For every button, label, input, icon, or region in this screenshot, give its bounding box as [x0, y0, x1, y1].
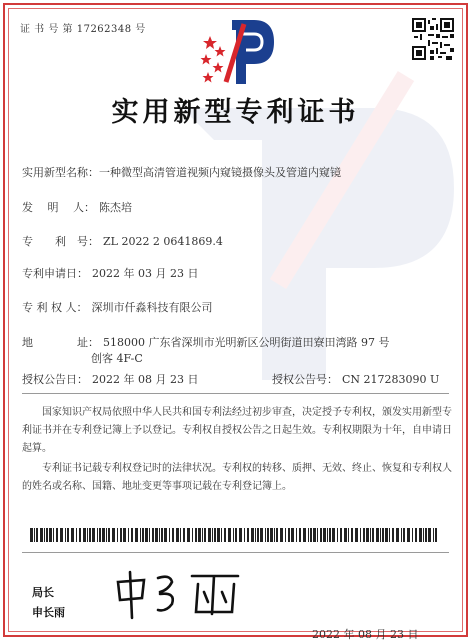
patentee-value: 深圳市仟淼科技有限公司	[91, 301, 213, 314]
certificate-number: 证 书 号 第 17262348 号	[20, 24, 146, 35]
grant-date-label: 授权公告日：	[22, 373, 88, 386]
divider-lower	[22, 552, 449, 553]
barcode-icon	[30, 528, 438, 542]
certificate-title: 实用新型专利证书	[111, 97, 360, 128]
patentee-row	[22, 299, 213, 315]
utility-model-name-value: 一种微型高清管道视频内窥镜摄像头及管道内窥镜	[99, 166, 341, 179]
notice-paragraph-1: 国家知识产权局依照中华人民共和国专利法经过初步审查，决定授予专利权，颁发实用新型专利证书并在专利登记簿上予以登记。专利权自授权公告之日起生效。专利权期限为十年，自申请日起算。	[22, 407, 452, 454]
signatory-name: 申长雨	[32, 606, 65, 619]
patent-number-label: 专 利 号：	[22, 235, 99, 248]
grant-number-row	[272, 371, 439, 387]
signatory-title: 局长	[32, 586, 54, 599]
signature-icon	[110, 568, 250, 620]
notice-paragraph-2: 专利证书记载专利权登记时的法律状况。专利权的转移、质押、无效、终止、恢复和专利权人的姓名或名称、国籍、地址变更等事项记载在专利登记簿上。	[22, 463, 452, 492]
patentee-label: 专 利 权 人：	[22, 301, 88, 314]
grant-number-label: 授权公告号：	[272, 373, 338, 386]
grant-date-value: 2022 年 08 月 23 日	[92, 373, 199, 386]
address-row	[22, 334, 389, 350]
address-label: 地 址：	[22, 336, 99, 349]
qr-code-icon[interactable]	[412, 18, 454, 60]
divider	[22, 393, 449, 394]
utility-model-name-row	[22, 164, 341, 180]
filing-date-row	[22, 265, 198, 281]
grant-number-value: CN 217283090 U	[342, 373, 440, 386]
issue-date: 2022 年 08 月 23 日	[312, 628, 419, 641]
patent-number-row	[22, 233, 223, 249]
address-line1: 518000 广东省深圳市光明新区公明街道田寮田湾路 97 号	[103, 336, 390, 349]
filing-date-label: 专利申请日：	[22, 267, 88, 280]
patent-number-value: ZL 2022 2 0641869.4	[103, 235, 223, 248]
address-line2: 创客 4F-C	[91, 352, 143, 365]
cnipa-emblem-icon	[196, 16, 276, 88]
inventor-label: 发 明 人：	[22, 201, 95, 214]
inventor-value: 陈杰培	[99, 201, 132, 214]
utility-model-name-label: 实用新型名称：	[22, 166, 99, 179]
grant-date-row	[22, 371, 198, 387]
inventor-row	[22, 199, 132, 215]
filing-date-value: 2022 年 03 月 23 日	[92, 267, 199, 280]
